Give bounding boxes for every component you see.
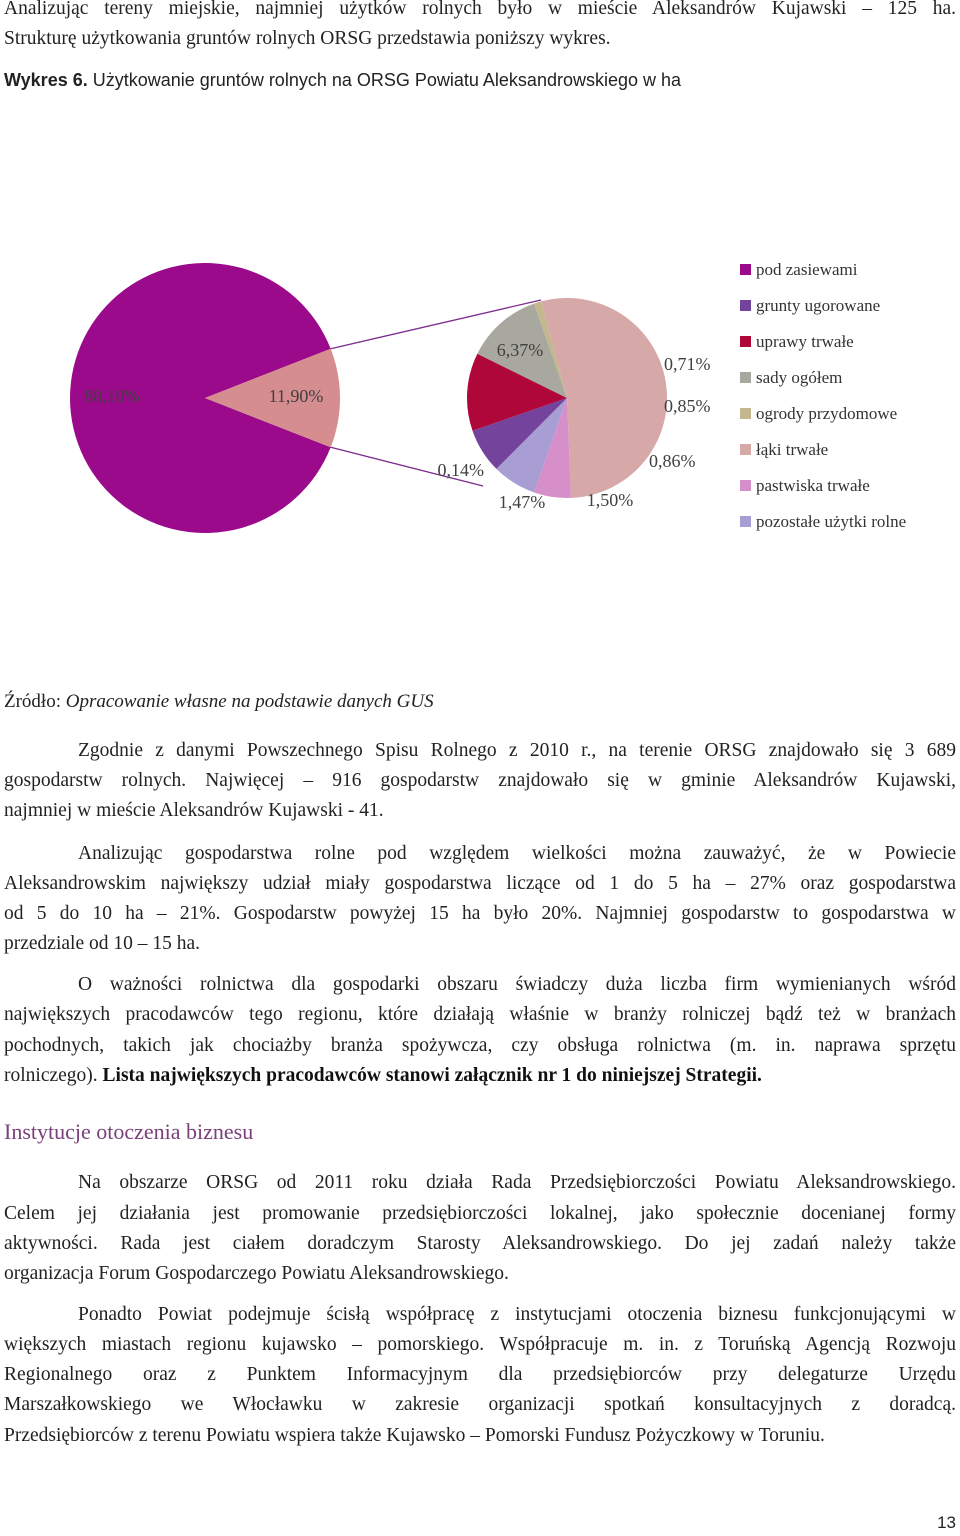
data-label-ogrody-przydomowe: 0,14% — [437, 460, 484, 480]
data-label-pastwiska-trwałe: 0,71% — [664, 354, 711, 374]
para2-line-2: Aleksandrowskim największy udział miały gospodarstwa liczące od 1 do 5 ha – 27% oraz gospodarstwa — [4, 873, 956, 894]
para5-line-3: Regionalnego oraz z Punktem Informacyjnym dla przedsiębiorców przy delegaturze Urzędu — [4, 1364, 956, 1385]
para2-line-1: Analizując gospodarstwa rolne pod względem wielkości można zauważyć, że w Powiecie — [78, 843, 956, 864]
para4-line-1: Na obszarze ORSG od 2011 roku działa Rada Przedsiębiorczości Powiatu Aleksandrowskiego. — [78, 1172, 956, 1193]
pie-of-pie-chart — [0, 200, 960, 600]
para3-line-3: pochodnych, takich jak chociażby branża spożywcza, czy obsługa rolnictwa (m. in. naprawa sprzętu — [4, 1035, 956, 1056]
data-label-main: 88,10% — [84, 386, 140, 406]
data-label-pozostałe-użytki-rolne: 0,85% — [664, 396, 711, 416]
para5-line-5: Przedsiębiorców z terenu Powiatu wspiera także Kujawsko – Pomorski Fundusz Pożyczkowy w Toruniu. — [4, 1425, 825, 1446]
data-label-sady-ogółem: 1,47% — [498, 492, 546, 512]
legend-swatch-sady-ogółem — [740, 372, 751, 383]
para3-bold-text: Lista największych pracodawców stanowi załącznik nr 1 do niniejszej Strategii. — [102, 1065, 762, 1086]
legend-label-ogrody-przydomowe: ogrody przydomowe — [756, 404, 898, 423]
legend-label-sady-ogółem: sady ogółem — [756, 368, 843, 387]
para3-last-text: rolniczego). — [4, 1065, 103, 1086]
legend-label-pastwiska-trwałe: pastwiska trwałe — [756, 476, 870, 495]
intro-line-1: Analizując tereny miejskie, najmniej użytków rolnych było w mieście Aleksandrów Kujawski – 125 ha. — [4, 0, 956, 19]
legend-swatch-uprawy-trwałe — [740, 336, 751, 347]
page-number: 13 — [937, 1513, 956, 1532]
legend-label-pod-zasiewami: pod zasiewami — [756, 260, 858, 279]
data-label-other: 11,90% — [268, 386, 324, 406]
para4-line-2: Celem jej działania jest promowanie przedsiębiorczości lokalnej, jako społecznie docenianej formy — [4, 1203, 956, 1224]
chart-source — [4, 688, 434, 716]
source-label: Źródło: — [4, 691, 66, 712]
para5-line-2: większych miastach regionu kujawsko – pomorskiego. Współpracuje m. in. z Toruńską Agencją Rozwoju — [4, 1334, 956, 1355]
para2-line-4: przedziale od 10 – 15 ha. — [4, 933, 201, 954]
chart-title-text: Użytkowanie gruntów rolnych na ORSG Powiatu Aleksandrowskiego w ha — [87, 70, 682, 90]
para3-line-2: największych pracodawców tego regionu, które działają właśnie w branży rolniczej bądź też w branżach — [4, 1004, 956, 1025]
data-label-uprawy-trwałe: 1,50% — [586, 490, 634, 510]
legend-swatch-ogrody-przydomowe — [740, 408, 751, 419]
source-text: Opracowanie własne na podstawie danych GUS — [65, 691, 434, 712]
legend-label-łąki-trwałe: łąki trwałe — [756, 440, 829, 459]
legend-label-grunty-ugorowane: grunty ugorowane — [756, 296, 881, 315]
para3-line-1: O ważności rolnictwa dla gospodarki obszaru świadczy duża liczba firm wymienianych wśród — [78, 974, 956, 995]
intro-line-2: Strukturę użytkowania gruntów rolnych ORSG przedstawia poniższy wykres. — [4, 28, 611, 49]
para1-line-1: Zgodnie z danymi Powszechnego Spisu Rolnego z 2010 r., na terenie ORSG znajdowało się 3 689 — [78, 740, 956, 761]
legend-label-uprawy-trwałe: uprawy trwałe — [756, 332, 854, 351]
section-heading: Instytucje otoczenia biznesu — [4, 1119, 254, 1144]
legend-swatch-pod-zasiewami — [740, 264, 751, 275]
legend-swatch-pozostałe-użytki-rolne — [740, 516, 751, 527]
para4-line-4: organizacja Forum Gospodarczego Powiatu Aleksandrowskiego. — [4, 1263, 509, 1284]
para1-line-2: gospodarstw rolnych. Najwięcej – 916 gospodarstw znajdowało się w gminie Aleksandrów Kujawski, — [4, 770, 956, 791]
legend-label-pozostałe-użytki-rolne: pozostałe użytki rolne — [756, 512, 907, 531]
chart-number: Wykres 6. — [4, 70, 88, 90]
data-label-grunty-ugorowane: 0,86% — [649, 451, 696, 471]
para5-line-1: Ponadto Powiat podejmuje ścisłą współpracę z instytucjami otoczenia biznesu funkcjonującymi w — [78, 1304, 956, 1325]
para1-line-3: najmniej w mieście Aleksandrów Kujawski - 41. — [4, 800, 384, 821]
para4-line-3: aktywności. Rada jest ciałem doradczym Starosty Aleksandrowskiego. Do jej zadań należy także — [4, 1233, 956, 1254]
para3-line-4 — [4, 1061, 956, 1091]
legend-swatch-grunty-ugorowane — [740, 300, 751, 311]
legend-swatch-łąki-trwałe — [740, 444, 751, 455]
para2-line-3: od 5 do 10 ha – 21%. Gospodarstw powyżej 15 ha było 20%. Najmniej gospodarstw to gospodarstwa w — [4, 903, 956, 924]
legend-swatch-pastwiska-trwałe — [740, 480, 751, 491]
data-label-łąki-trwałe: 6,37% — [496, 340, 544, 360]
para5-line-4: Marszałkowskiego we Włocławku w zakresie organizacji spotkań konsultacyjnych z doradcą. — [4, 1394, 956, 1415]
chart-title — [4, 66, 681, 94]
